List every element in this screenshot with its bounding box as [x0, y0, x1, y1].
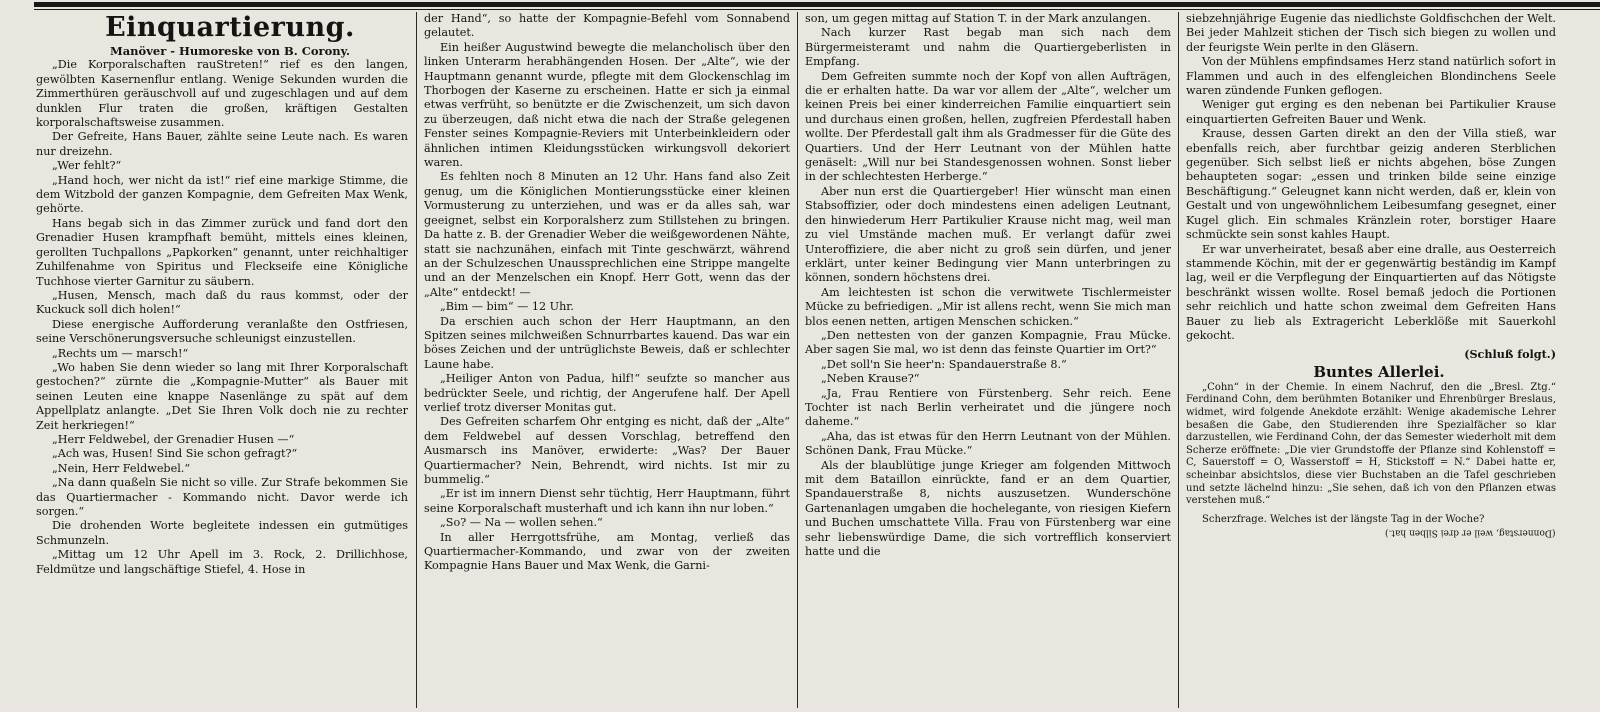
- paragraph: Weniger gut erging es den nebenan bei Partikulier Krause einquartierten Gefreiten Bauer und Wenk.: [1186, 98, 1556, 126]
- article-title: Einquartierung.: [105, 12, 355, 43]
- paragraph: „Nein, Herr Feldwebel.“: [52, 461, 191, 475]
- top-rule-thin: [34, 9, 1600, 10]
- paragraph: „Wer fehlt?“: [52, 159, 122, 173]
- column-1: [36, 12, 408, 708]
- paragraph: „Ach was, Husen! Sind Sie schon gefragt?“: [52, 447, 298, 461]
- paragraph: „Den nettesten von der ganzen Kompagnie, Frau Mücke. Aber sagen Sie mal, wo ist denn das feinste Quartier im Ort?“: [805, 328, 1171, 357]
- paragraph: der Hand“, so hatte der Kompagnie-Befehl vom Sonnabend gelautet.: [424, 12, 790, 40]
- paragraph: Die drohenden Worte begleitete indessen ein gutmütiges Schmunzeln.: [36, 519, 408, 547]
- paragraph: „Det soll'n Sie heer'n: Spandauerstraße 8.“: [821, 357, 1067, 371]
- continuation-note: (Schluß folgt.): [1464, 347, 1556, 362]
- paragraph: „Aha, das ist etwas für den Herrn Leutnant von der Mühlen. Schönen Dank, Frau Mücke.“: [805, 429, 1171, 458]
- paragraph: „Rechts um — marsch!“: [52, 346, 189, 360]
- paragraph: Nach kurzer Rast begab man sich nach dem Bürgermeisteramt und nahm die Quartiergeberlisten in Empfang.: [805, 26, 1171, 69]
- paragraph: „So? — Na — wollen sehen.“: [440, 516, 603, 530]
- paragraph: Ein heißer Augustwind bewegte die melancholisch über den linken Unterarm herabhängenden Hosen. Der „Alte“, wie der Hauptmann genannt wurde, pflegte mit dem Glockenschlag im Thorbogen der Kaserne zu erscheinen. Hatte er sich ja einmal etwas verfrüht, so benützte er die Zwischenzeit, um sich davon zu überzeugen, daß nicht etwa die nach der Straße gelegenen Fenster seines Kompagnie-Reviers mit Unterbeinkleidern oder ähnlichen intimen Kleidungsstücken wirkungsvoll dekoriert waren.: [424, 40, 790, 170]
- top-rule: [34, 2, 1600, 7]
- paragraph: „Heiliger Anton von Padua, hilf!“ seufzte so mancher aus bedrückter Seele, und richtig, der Angerufene half. Der Apell verlief trotz diverser Monitas gut.: [424, 372, 790, 414]
- paragraph: „Mittag um 12 Uhr Apell im 3. Rock, 2. Drillichhose, Feldmütze und langschäftige Stiefel, 4. Hose in: [36, 548, 408, 576]
- riddle: Scherzfrage. Welches ist der längste Tag in der Woche?: [1202, 513, 1485, 525]
- column-divider: [1178, 12, 1179, 708]
- paragraph: „Neben Krause?“: [821, 372, 920, 386]
- paragraph: Diese energische Aufforderung veranlaßte den Ostfriesen, seine Verschönerungsversuche schleunigst einzustellen.: [36, 317, 408, 346]
- paragraph: son, um gegen mittag auf Station T. in der Mark anzulangen.: [805, 12, 1151, 25]
- paragraph: Krause, dessen Garten direkt an den der Villa stieß, war ebenfalls reich, aber furchtbar geizig anderen Sterblichen gegenüber. Sich selbst ließ er nichts abgehen, böse Zungen behaupteten sogar: „essen und trinken bilde seine einzige Beschäftigung.“ Geleugnet kann nicht werden, daß er, klein von Gestalt und von ungewöhnlichem Leibesumfang gesegnet, einer Kugel glich. Ein schmales Kränzlein roter, borstiger Haare schmückte sein sonst kahles Haupt.: [1186, 127, 1556, 242]
- paragraph: Als der blaublütige junge Krieger am folgenden Mittwoch mit dem Bataillon einrückte, fand er an dem Quartier, Spandauerstraße 8, nichts auszusetzen. Wunderschöne Gartenanlagen umgaben die hochelegante, von riesigen Kiefern und Buchen umschattete Villa. Frau von Fürstenberg war eine sehr liebenswürdige Dame, die sich vortrefflich konserviert hatte und die: [805, 458, 1171, 559]
- paragraph: Am leichtesten ist schon die verwitwete Tischlermeister Mücke zu befriedigen. „Mir ist allens recht, wenn Sie mich man blos eenen netten, artigen Menschen schicken.“: [805, 285, 1171, 328]
- paragraph: Es fehlten noch 8 Minuten an 12 Uhr. Hans fand also Zeit genug, um die Königlichen Montierungsstücke einer kleinen Vormusterung zu unterziehen, und was er da alles sah, war geeignet, selbst ein Korporalsherz zum Stillstehen zu bringen. Da hatte z. B. der Grenadier Weber die weißgewordenen Nähte, statt sie nachzunähen, einfach mit Tinte geschwärzt, während an der Schulzeschen Unaussprechlichen eine Strippe mangelte und an der Menzelschen ein Knopf. Herr Gott, wenn das der „Alte“ entdeckt! —: [424, 170, 790, 299]
- paragraph: In aller Herrgottsfrühe, am Montag, verließ das Quartiermacher-Kommando, und zwar von der zweiten Kompagnie Hans Bauer und Max Wenk, die Garni-: [424, 530, 790, 573]
- paragraph: Hans begab sich in das Zimmer zurück und fand dort den Grenadier Husen krampfhaft bemüht, mittels eines kleinen, gerollten Tuchpallons „Papkorken“ genannt, unter reichhaltiger Zuhilfenahme von Spiritus und Fleckseife eine Königliche Tuchhose vierter Garnitur zu säubern.: [36, 216, 408, 288]
- paragraph: „Ja, Frau Rentiere von Fürstenberg. Sehr reich. Eene Tochter ist nach Berlin verheiratet und die jüngere noch daheme.“: [805, 386, 1171, 429]
- paragraph: „Husen, Mensch, mach daß du raus kommst, oder der Kuckuck soll dich holen!“: [36, 288, 408, 317]
- paragraph: Aber nun erst die Quartiergeber! Hier wünscht man einen Stabsoffizier, oder doch mindestens einen adeligen Leutnant, den hinwiederum Herr Partikulier Krause nicht mag, weil man zu viel Umstände machen muß. Er verlangt dafür zwei Unteroffiziere, die aber nicht zu groß sein dürfen, und jener erklärt, unter keiner Bedingung vier Mann unterbringen zu können, sondern höchstens drei.: [805, 184, 1171, 285]
- section-heading: Buntes Allerlei.: [1313, 362, 1445, 381]
- paragraph: Er war unverheiratet, besaß aber eine dralle, aus Oesterreich stammende Köchin, mit der er gegenwärtig beständig im Kampf lag, weil er die Verpflegung der Einquartierten auf das Nötigste beschränkt wissen wollte. Rosel bemaß jedoch die Portionen sehr reichlich und hatte schon zweimal dem Gefreiten Hans Bauer zu lieb als Extragericht Leberklöße mit Sauerkohl gekocht.: [1186, 242, 1556, 342]
- column-divider: [797, 12, 798, 708]
- paragraph: siebzehnjährige Eugenie das niedlichste Goldfischchen der Welt. Bei jeder Mahlzeit stichen der Tisch sich biegen zu wollen und der feurigste Wein perlte in den Gläsern.: [1186, 12, 1556, 54]
- paragraph: Dem Gefreiten summte noch der Kopf von allen Aufträgen, die er erhalten hatte. Da war vor allem der „Alte“, welcher um keinen Preis bei einer kinderreichen Familie einquartiert sein und durchaus einen großen, hellen, zugfreien Pferdestall haben wollte. Der Pferdestall galt ihm als Gradmesser für die Güte des Quartiers. Und der Herr Leutnant von der Mühlen hatte genäselt: „Will nur bei Standesgenossen wohnen. Sonst lieber in der schlechtesten Herberge.“: [805, 69, 1171, 184]
- column-4: [1186, 12, 1556, 708]
- paragraph: „Bim — bim“ — 12 Uhr.: [440, 300, 574, 314]
- column-divider: [416, 12, 417, 708]
- paragraph: „Er ist im innern Dienst sehr tüchtig, Herr Hauptmann, führt seine Korporalschaft musterhaft und ich kann ihn nur loben.“: [424, 487, 790, 515]
- article-subtitle: Manöver - Humoreske von B. Corony.: [110, 44, 350, 58]
- column-2: [424, 12, 790, 708]
- riddle-answer-wrapper: [1186, 526, 1556, 539]
- paragraph: „Herr Feldwebel, der Grenadier Husen —“: [52, 432, 295, 446]
- paragraph: „Die Korporalschaften rauStreten!“ rief es den langen, gewölbten Kasernenflur entlang. Wenige Sekunden wurden die Zimmerthüren geräuschvoll auf und zugeschlagen und auf dem dunklen Flur traten die großen, kräftigen Gestalten korporalschaftsweise zusammen.: [36, 58, 408, 130]
- paragraph: „Hand hoch, wer nicht da ist!“ rief eine markige Stimme, die dem Witzbold der ganzen Kompagnie, dem Gefreiten Max Wenk, gehörte.: [36, 173, 408, 216]
- column-3: [805, 12, 1171, 708]
- paragraph: Von der Mühlens empfindsames Herz stand natürlich sofort in Flammen und auch in des elfengleichen Blondinchens Seele waren zündende Funken geflogen.: [1186, 55, 1556, 98]
- paragraph: Des Gefreiten scharfem Ohr entging es nicht, daß der „Alte“ dem Feldwebel auf dessen Vorschlag, betreffend den Ausmarsch ins Manöver, erwiderte: „Was? Der Bauer Quartiermacher? Nein, Behrendt, wird nichts. Ist mir zu bummelig.“: [424, 415, 790, 486]
- paragraph: „Wo haben Sie denn wieder so lang mit Ihrer Korporalschaft gestochen?“ zürnte die „Kompagnie-Mutter“ als Bauer mit seinen Leuten eine knappe Nasenlänge zu spät auf dem Appellplatz anlangte. „Det Sie Ihren Volk doch nie zu rechter Zeit herkriegen!“: [36, 360, 408, 432]
- paragraph: Der Gefreite, Hans Bauer, zählte seine Leute nach. Es waren nur dreizehn.: [36, 130, 408, 158]
- paragraph: Da erschien auch schon der Herr Hauptmann, an den Spitzen seines milchweißen Schnurrbartes kauend. Das war ein böses Zeichen und der untrüglichste Beweis, daß er schlechter Laune habe.: [424, 314, 790, 371]
- riddle-answer: (Donnerstag, weil er drei Silben hat.): [1385, 527, 1556, 538]
- misc-item: „Cohn“ in der Chemie. In einem Nachruf, den die „Bresl. Ztg.“ Ferdinand Cohn, dem berühmten Botaniker und Ehrenbürger Breslaus, widmet, wird folgende Anekdote erzählt: Wenige akademische Lehrer besaßen die Gabe, den Studierenden ihre Spezialfächer so klar darzustellen, wie Ferdinand Cohn, der das Semester wiederholt mit dem Scherze eröffnete: „Die vier Grundstoffe der Pflanze sind Kohlenstoff = C, Sauerstoff = O, Wasserstoff = H, Stickstoff = N.“ Dabei hatte er, scheinbar absichtslos, diese vier Buchstaben an die Tafel geschrieben und setzte lächelnd hinzu: „Sie sehen, daß ich von den Pflanzen etwas verstehen muß.“: [1186, 381, 1556, 507]
- paragraph: „Na dann quaßeln Sie nicht so ville. Zur Strafe bekommen Sie das Quartiermacher - Kommando nicht. Davor werde ich sorgen.“: [36, 476, 408, 518]
